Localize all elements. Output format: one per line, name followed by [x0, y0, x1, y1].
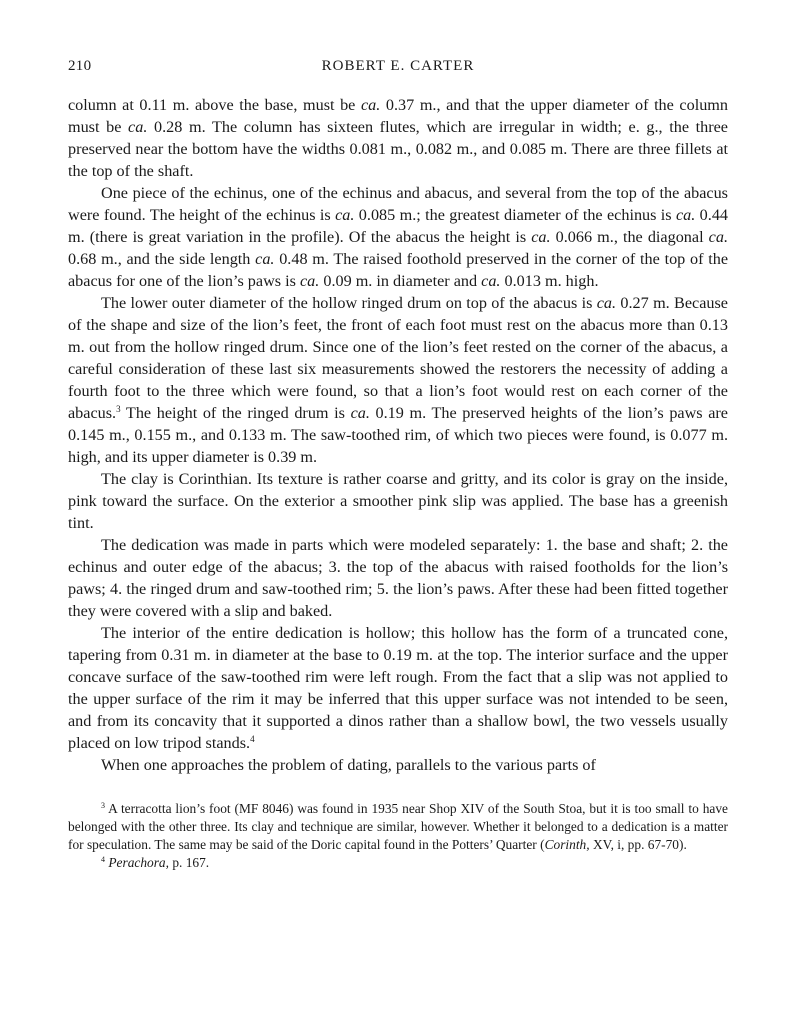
text-run: One piece of the echinus, one of the echinus and abacus, and several from the top of the abacus were found. The height of the echinus is: [68, 184, 728, 224]
page-header: [68, 58, 728, 82]
italic-text: Corinth,: [544, 837, 590, 852]
text-run: 0.28 m. The column has sixteen flutes, which are irregular in width; e. g., the three preserved near the bottom have the widths 0.081 m., 0.082 m., and 0.085 m. There are three fillets at the top of the shaft.: [68, 118, 728, 180]
paragraph: [68, 182, 728, 292]
text-run: 0.19 m. The preserved heights of the lion’s paws are 0.145 m., 0.155 m., and 0.133 m. The saw-toothed rim, of which two pieces were found, is 0.077 m. high, and its upper diameter is 0.39 m.: [68, 404, 728, 466]
italic-text: ca.: [350, 404, 370, 422]
text-run: column at 0.11 m. above the base, must be: [68, 96, 361, 114]
page-number: 210: [68, 58, 92, 74]
paragraph: [68, 754, 728, 776]
text-run: 0.44 m. (there is great variation in the profile). Of the abacus the height is: [68, 206, 729, 246]
text-run: 0.68 m., and the side length: [68, 250, 256, 268]
text-run: The interior of the entire dedication is hollow; this hollow has the form of a truncated cone, tapering from 0.31 m. in diameter at the base to 0.19 m. at the top. The interior surface and the upper concave surface of the saw-toothed rim were left rough. From the fact that a slip was not applied to the upper surface of the rim it may be inferred that this upper surface was not intended to be seen, and from its concavity that it supported a dinos rather than a shallow bowl, the two vessels usually placed on low tripod stands.: [68, 624, 728, 752]
footnote-marker: 3: [116, 404, 121, 414]
italic-text: ca.: [128, 118, 148, 136]
italic-text: ca.: [596, 294, 617, 312]
italic-text: ca.: [708, 228, 728, 246]
italic-text: ca.: [675, 206, 696, 224]
footnote-marker: 4: [101, 855, 105, 864]
footnote: [68, 854, 728, 872]
paragraph: [68, 468, 728, 534]
text-run: 0.27 m. Because of the shape and size of the lion’s feet, the front of each foot must rest on the abacus more than 0.13 m. out from the hollow ringed drum. Since one of the lion’s feet rested on the corner of the abacus, a careful consideration of these last six measurements showed the restorers the necessity of adding a fourth foot to the three which were found, so that a lion’s foot would rest on each corner of the abacus.: [68, 294, 728, 422]
running-head: ROBERT E. CARTER: [321, 58, 475, 74]
footnote-marker: 4: [250, 734, 255, 744]
text-run: 0.013 m. high.: [500, 272, 599, 290]
text-run: The clay is Corinthian. Its texture is rather coarse and gritty, and its color is gray on the inside, pink toward the surface. On the exterior a smoother pink slip was applied. The base has a greenish tint.: [68, 470, 728, 532]
text-run: When one approaches the problem of dating, parallels to the various parts of: [101, 756, 596, 774]
paragraph: [68, 622, 728, 754]
text-run: 0.48 m. The raised foothold preserved in the corner of the top of the abacus for one of the lion’s paws is: [68, 250, 728, 290]
text-run: The height of the ringed drum is: [120, 404, 351, 422]
text-run: p. 167.: [168, 855, 210, 870]
text-run: 0.085 m.; the greatest diameter of the echinus is: [354, 206, 676, 224]
italic-text: ca.: [481, 272, 501, 290]
italic-text: ca.: [360, 96, 381, 114]
text-run: The dedication was made in parts which were modeled separately: 1. the base and shaft; 2. the echinus and outer edge of the abacus; 3. the top of the abacus with raised footholds for the lion’s paws; 4. the ringed drum and saw-toothed rim; 5. the lion’s paws. After these had been fitted together they were covered with a slip and baked.: [68, 536, 728, 620]
italic-text: Perachora,: [108, 855, 169, 870]
text-run: 0.09 m. in diameter and: [319, 272, 482, 290]
footnote-marker: 3: [101, 801, 105, 810]
italic-text: ca.: [299, 272, 320, 290]
italic-text: ca.: [255, 250, 275, 268]
text-run: The lower outer diameter of the hollow ringed drum on top of the abacus is: [101, 294, 597, 312]
text-run: 0.37 m., and that the upper diameter of the column must be: [68, 96, 728, 136]
paragraph: [68, 292, 728, 468]
paragraph: [68, 534, 728, 622]
paragraph: [68, 94, 728, 182]
italic-text: ca.: [335, 206, 355, 224]
footnote: [68, 800, 728, 854]
italic-text: ca.: [531, 228, 551, 246]
footnotes: [68, 800, 728, 872]
text-run: XV, i, pp. 67-70).: [589, 837, 687, 852]
body-text: [68, 94, 728, 776]
text-run: A terracotta lion’s foot (MF 8046) was found in 1935 near Shop XIV of the South Stoa, but it is too small to have belonged with the other three. Its clay and technique are similar, however. Whether it belonged to a dedication is a matter for speculation. The same may be said of the Doric capital found in the Potters’ Quarter (: [68, 801, 728, 852]
text-run: 0.066 m., the diagonal: [550, 228, 709, 246]
page: [68, 58, 728, 872]
